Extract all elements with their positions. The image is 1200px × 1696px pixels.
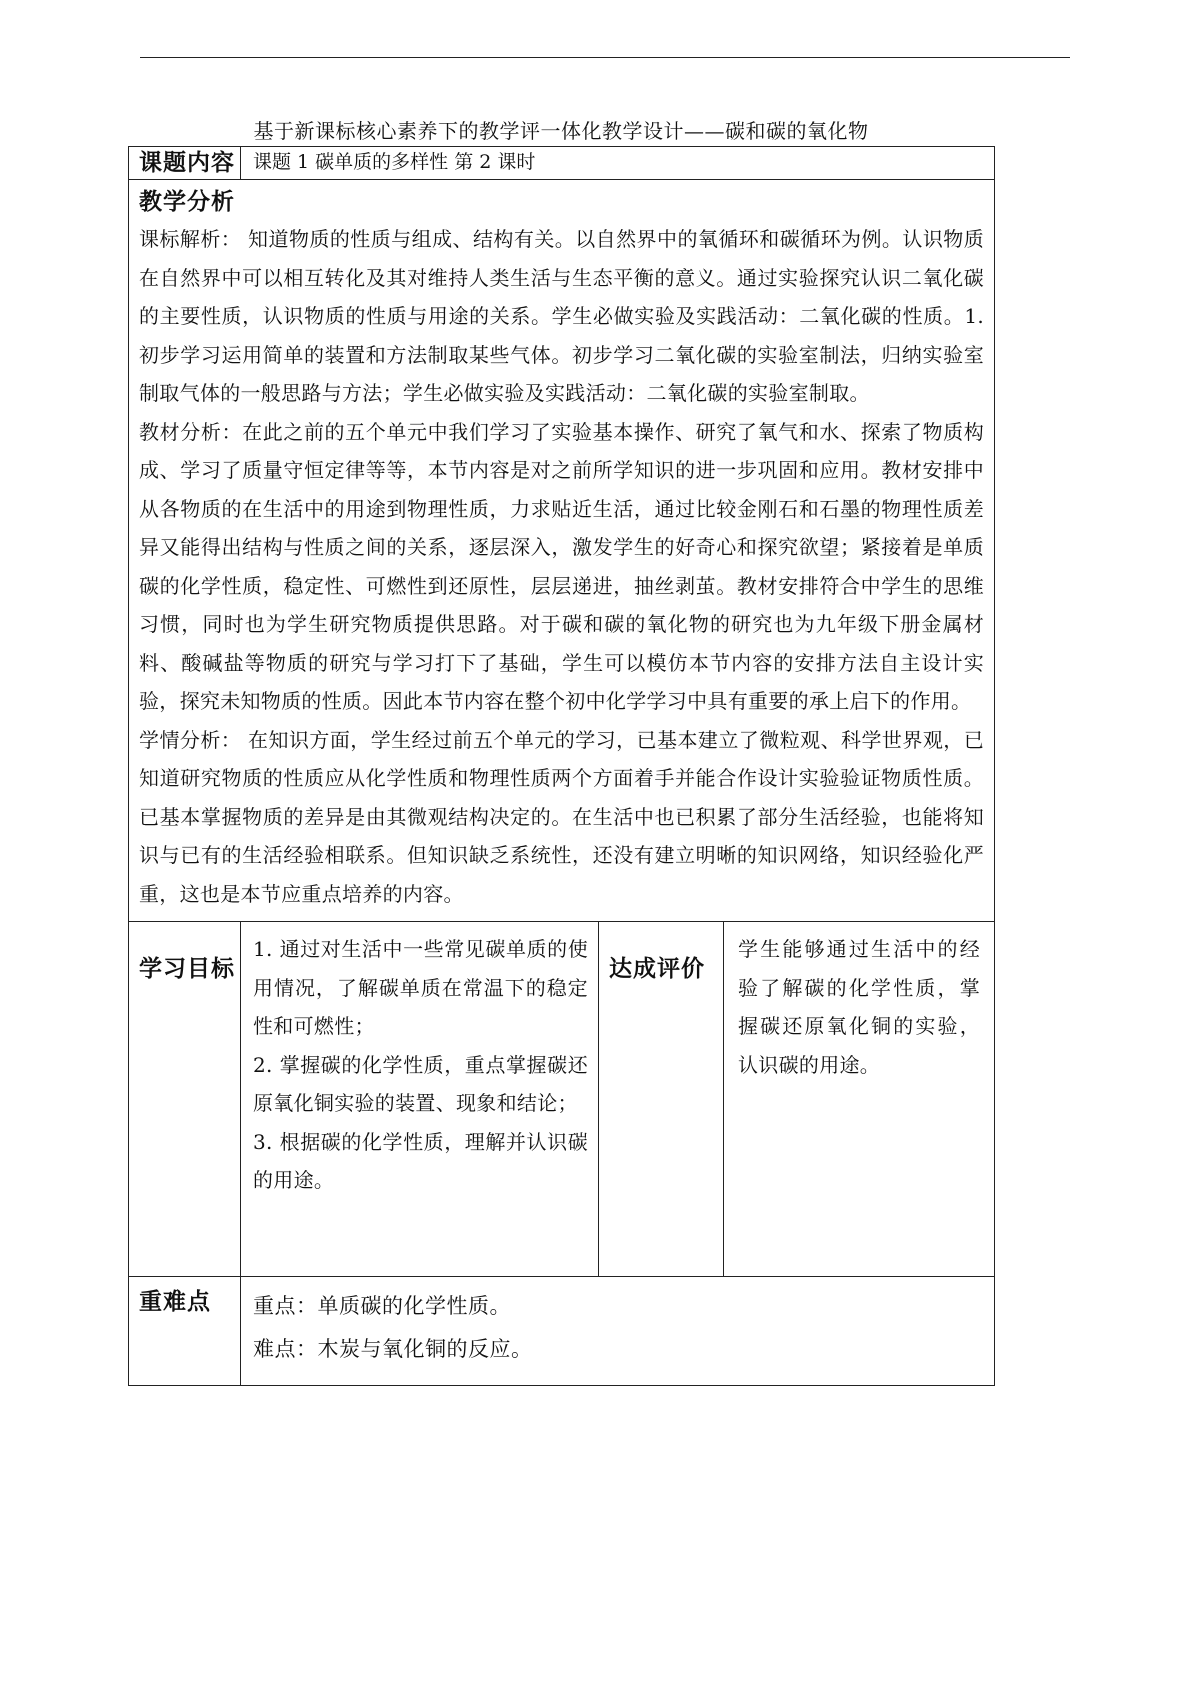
curriculum-analysis-paragraph: 课标解析： 知道物质的性质与组成、结构有关。以自然界中的氧循环和碳循环为例。认识物质在自然界中可以相互转化及其对维持人类生活与生态平衡的意义。通过实验探究认识二氧化碳的主要性质，认识物质的性质与用途的关系。学生必做实验及实践活动：二氧化碳的性质。1. 初步学习运用简单的装置和方法制取某些气体。初步学习二氧化碳的实验室制法，归纳实验室制取气体的一般思路与方法；学生必做实验及实践活动：二氧化碳的实验室制取。 — [139, 227, 985, 405]
goals-label: 学习目标 — [139, 956, 235, 982]
goal-item: 2. 掌握碳的化学性质，重点掌握碳还原氧化铜实验的装置、现象和结论； — [253, 1052, 588, 1115]
goals-list-cell — [241, 922, 599, 1277]
key-points-label-cell — [129, 1277, 241, 1386]
evaluation-label: 达成评价 — [609, 956, 705, 982]
topic-row — [129, 147, 995, 180]
analysis-heading: 教学分析 — [139, 189, 235, 215]
lesson-plan-table — [128, 146, 995, 1386]
evaluation-text: 学生能够通过生活中的经验了解碳的化学性质，掌握碳还原氧化铜的实验，认识碳的用途。 — [738, 937, 981, 1077]
evaluation-text-cell — [724, 922, 995, 1277]
goal-item: 1. 通过对生活中一些常见碳单质的使用情况，了解碳单质在常温下的稳定性和可燃性； — [253, 937, 588, 1038]
analysis-row — [129, 180, 995, 922]
key-focus: 重点：单质碳的化学性质。 — [253, 1294, 511, 1318]
goals-row — [129, 922, 995, 1277]
textbook-analysis-paragraph: 教材分析：在此之前的五个单元中我们学习了实验基本操作、研究了氧气和水、探索了物质构成、学习了质量守恒定律等等，本节内容是对之前所学知识的进一步巩固和应用。教材安排中从各物质的在生活中的用途到物理性质，力求贴近生活，通过比较金刚石和石墨的物理性质差异又能得出结构与性质之间的关系，逐层深入，激发学生的好奇心和探究欲望；紧接着是单质碳的化学性质，稳定性、可燃性到还原性，层层递进，抽丝剥茧。教材安排符合中学生的思维习惯，同时也为学生研究物质提供思路。对于碳和碳的氧化物的研究也为九年级下册金属材料、酸碱盐等物质的研究与学习打下了基础，学生可以模仿本节内容的安排方法自主设计实验，探究未知物质的性质。因此本节内容在整个初中化学学习中具有重要的承上启下的作用。 — [139, 419, 985, 713]
evaluation-label-cell — [599, 922, 724, 1277]
header-rule — [140, 57, 1070, 58]
topic-label-cell — [129, 147, 241, 180]
key-difficulty: 难点：木炭与氧化铜的反应。 — [253, 1337, 533, 1361]
key-points-text-cell — [241, 1277, 995, 1386]
topic-label: 课题内容 — [139, 150, 235, 176]
document-title: 基于新课标核心素养下的教学评一体化教学设计——碳和碳的氧化物 — [253, 119, 869, 143]
topic-value: 课题 1 碳单质的多样性 第 2 课时 — [253, 151, 536, 173]
key-points-row — [129, 1277, 995, 1386]
goal-item: 3. 根据碳的化学性质，理解并认识碳的用途。 — [253, 1129, 588, 1192]
topic-value-cell — [241, 147, 995, 180]
goals-label-cell — [129, 922, 241, 1277]
student-analysis-paragraph: 学情分析： 在知识方面，学生经过前五个单元的学习，已基本建立了微粒观、科学世界观，已知道研究物质的性质应从化学性质和物理性质两个方面着手并能合作设计实验验证物质性质。已基本掌握物质的差异是由其微观结构决定的。在生活中也已积累了部分生活经验，也能将知识与已有的生活经验相联系。但知识缺乏系统性，还没有建立明晰的知识网络，知识经验化严重，这也是本节应重点培养的内容。 — [139, 727, 985, 906]
analysis-cell — [129, 180, 995, 922]
key-points-label: 重难点 — [139, 1289, 211, 1315]
